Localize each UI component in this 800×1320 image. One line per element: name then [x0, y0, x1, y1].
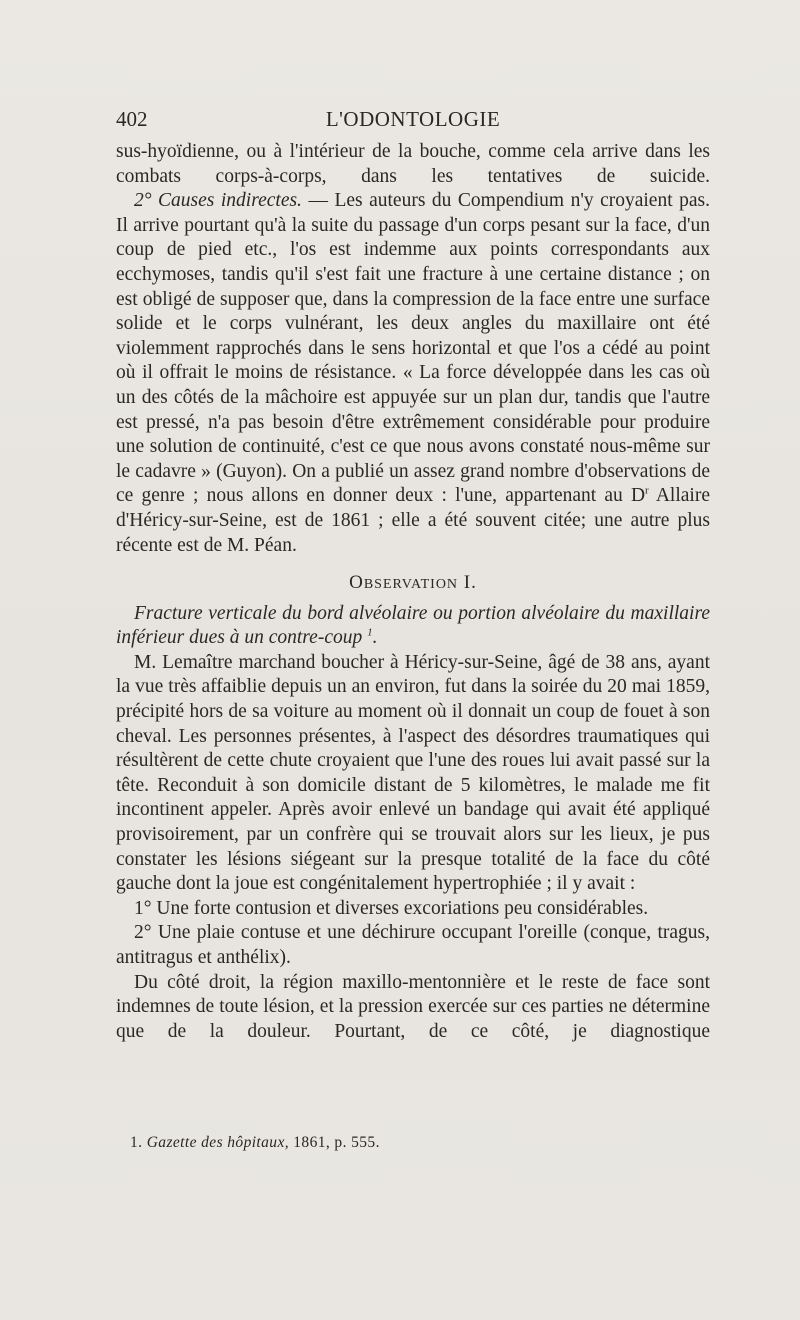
paragraph: 1° Une forte contusion et diverses excoriations peu considérables.	[134, 897, 649, 919]
paragraph-text: Allaire d'Héricy-sur-Seine, est de 1861 ; elle a été souvent citée; une autre plus récente est de M. Péan.	[116, 485, 710, 556]
footnote	[130, 1132, 710, 1154]
observation-subtitle: Fracture verticale du bord alvéolaire ou portion alvéolaire du maxillaire inférieur dues à un contre-coup $^1$.	[116, 602, 710, 649]
page-number: 402	[116, 107, 148, 131]
paragraph: Du côté droit, la région maxillo-mentonnière et le reste de face sont indemnes de toute lésion, et la pression exercée sur ces parties ne détermine que de la douleur. Pourtant, de ce côté, je diagnostique	[116, 971, 710, 1042]
footnote-ref: 1	[367, 626, 373, 639]
paragraph: 2° Une plaie contuse et une déchirure occupant l'oreille (conque, tragus, antitragus et anthélix).	[116, 922, 710, 968]
paragraph-text: — Les auteurs du Compendium n'y croyaient pas. Il arrive pourtant qu'à la suite du passage d'un corps pesant sur la face, d'un coup de pied etc., l'os est indemme aux points correspondants aux ecchymoses, tandis qu'il s'est fait une fracture à une certaine distance ; on est obligé de supposer que, dans la compression de la face entre une surface solide et le corps vulnérant, les deux angles du maxillaire ont été violemment rapprochés dans le sens horizontal et que l'os a cédé au point où il offrait le moins de résistance. « La force développée dans les cas où un des côtés de la mâchoire est appuyée sur un plan dur, tandis que l'autre est pressé, n'a pas besoin d'être extrêmement considérable pour produire une solution de continuité, c'est ce que nous avons constaté nous-même sur le cadavre » (Guyon). On a publié un assez grand nombre d'observations de ce genre ; nous allons en donner deux : l'une, appartenant au D	[116, 190, 710, 507]
superscript: r	[645, 484, 649, 497]
paragraph: sus-hyoïdienne, ou à l'intérieur de la bouche, comme cela arrive dans les combats corps-à-corps, dans les tentatives de suicide.	[116, 141, 710, 187]
section-heading: 2° Causes indirectes.	[134, 190, 302, 212]
observation-title: OBSERVATION I.	[349, 572, 477, 594]
footnote-journal: Gazette des hôpitaux,	[146, 1134, 289, 1151]
page-header	[116, 104, 710, 134]
body-text	[116, 140, 710, 1044]
running-title: L'ODONTOLOGIE	[325, 107, 501, 131]
footnote-number: 1.	[130, 1134, 143, 1151]
paragraph: M. Lemaître marchand boucher à Héricy-sur-Seine, âgé de 38 ans, ayant la vue très affaiblie depuis un an environ, fut dans la soirée du 20 mai 1859, précipité hors de sa voiture au moment où il donnait un coup de fouet à son cheval. Les personnes présentes, à l'aspect des désordres traumatiques qui résultèrent de cette chute croyaient que l'une des roues lui avait passé sur la tête. Reconduit à son domicile distant de 5 kilomètres, le malade me fit incontinent appeler. Après avoir enlevé un bandage qui avait été appliqué provisoirement, par un confrère qui se trouvait alors sur les lieux, je pus constater les lésions siégeant sur la presque totalité de la face du côté gauche dont la joue est congénitalement hypertrophiée ; il y avait :	[116, 651, 710, 895]
paragraph	[116, 189, 710, 558]
footnote-details: 1861, p. 555.	[289, 1134, 380, 1151]
